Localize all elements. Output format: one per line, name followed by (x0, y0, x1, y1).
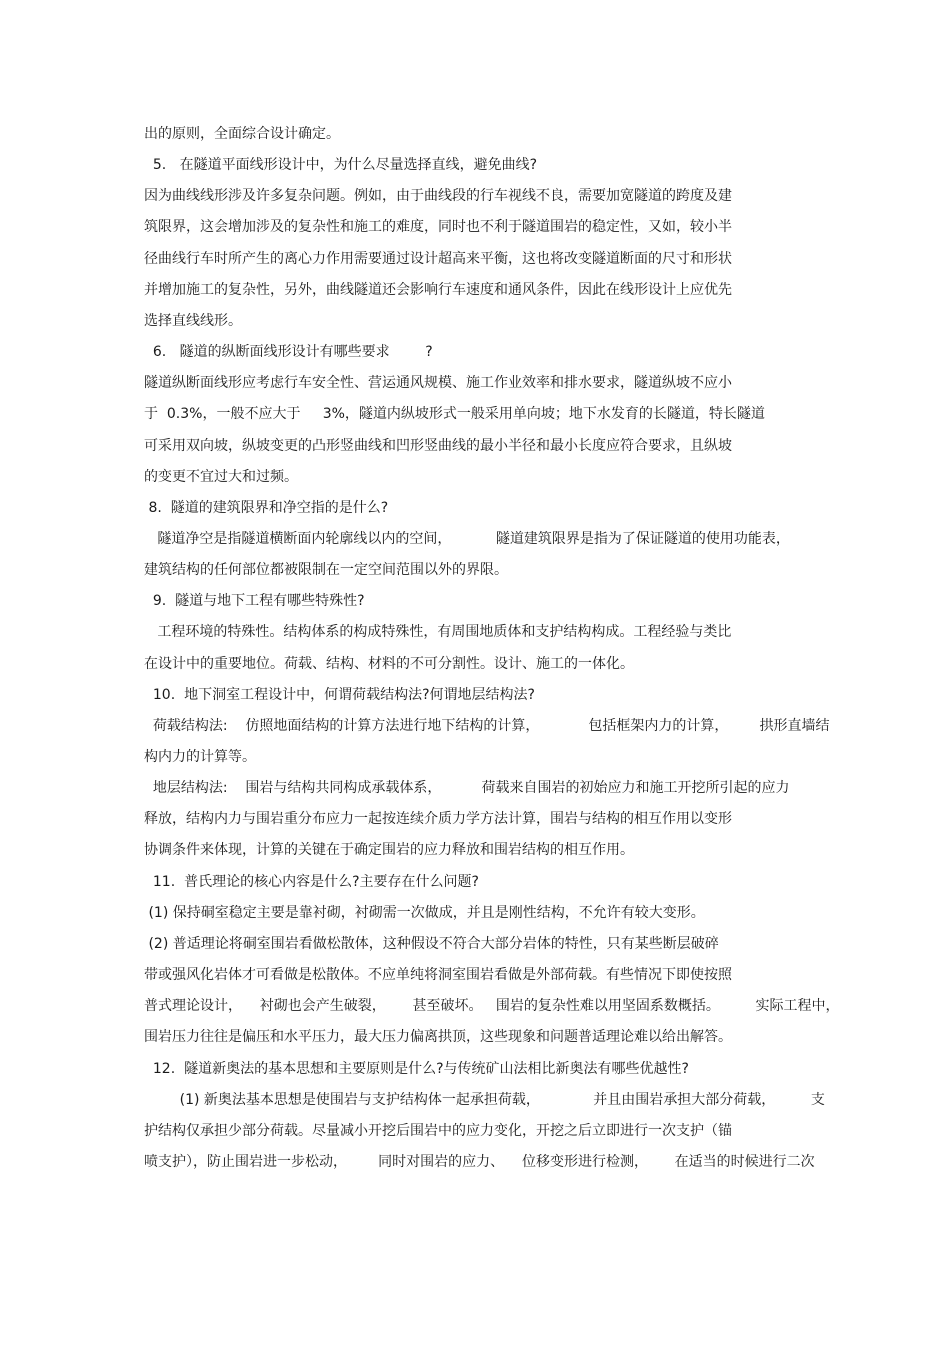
text-line: 协调条件来体现，计算的关键在于确定围岩的应力释放和围岩结构的相互作用。 (144, 842, 634, 859)
text-line: 因为曲线线形涉及许多复杂问题。例如，由于曲线段的行车视线不良，需要加宽隧道的跨度及建 (144, 188, 732, 205)
text-line: 护结构仅承担少部分荷载。尽量减小开挖后围岩中的应力变化，开挖之后立即进行一次支护（锚 (144, 1122, 732, 1139)
text-line: (2) 普适理论将硐室围岩看做松散体，这种假设不符合大部分岩体的特性，只有某些断层破碎 (144, 935, 719, 952)
text-line: 隧道净空是指隧道横断面内轮廓线以内的空间， 隧道建筑限界是指为了保证隧道的使用功能表， (144, 531, 790, 547)
text-line: 构内力的计算等。 (144, 749, 256, 765)
text-line: 建筑结构的任何部位都被限制在一定空间范围以外的界限。 (144, 562, 508, 579)
text-line: 普式理论设计， 衬砌也会产生破裂， 甚至破坏。 围岩的复杂性难以用坚固系数概括。 实际工程中， (144, 998, 840, 1015)
text-line: 出的原则，全面综合设计确定。 (144, 126, 340, 142)
text-line: 的变更不宜过大和过频。 (144, 468, 298, 485)
text-line: (1) 新奥法基本思想是使围岩与支护结构体一起承担荷载， 并且由围岩承担大部分荷载， 支 (144, 1091, 825, 1108)
text-line: 地层结构法: 围岩与结构共同构成承载体系， 荷载来自围岩的初始应力和施工开挖所引起的应力 (144, 780, 790, 797)
text-line: 工程环境的特殊性。结构体系的构成特殊性，有周围地质体和支护结构构成。工程经验与类比 (144, 624, 732, 641)
text-line: 在设计中的重要地位。荷载、结构、材料的不可分割性。设计、施工的一体化。 (144, 655, 634, 672)
text-line: (1) 保持硐室稳定主要是靠衬砌，衬砌需一次做成，并且是刚性结构，不允许有较大变形。 (144, 904, 705, 921)
text-line: 隧道纵断面线形应考虑行车安全性、营运通风规模、施工作业效率和排水要求，隧道纵坡不应小 (144, 375, 732, 392)
text-line: 径曲线行车时所产生的离心力作用需要通过设计超高来平衡，这也将改变隧道断面的尺寸和形状 (144, 250, 732, 267)
text-line: 可采用双向坡，纵坡变更的凸形竖曲线和凹形竖曲线的最小半径和最小长度应符合要求，且纵坡 (144, 437, 732, 454)
text-line: 释放，结构内力与围岩重分布应力一起按连续介质力学方法计算，围岩与结构的相互作用以变形 (144, 811, 732, 828)
text-line: 带或强风化岩体才可看做是松散体。不应单纯将洞室围岩看做是外部荷载。有些情况下即使按照 (144, 967, 732, 983)
text-line: 8. 隧道的建筑限界和净空指的是什么? (144, 499, 389, 516)
text-line: 荷载结构法: 仿照地面结构的计算方法进行地下结构的计算， 包括框架内力的计算， 拱形直墙结 (144, 717, 830, 734)
text-line: 筑限界，这会增加涉及的复杂性和施工的难度，同时也不利于隧道围岩的稳定性，又如，较小半 (144, 219, 732, 236)
text-line: 6. 隧道的纵断面线形设计有哪些要求 ? (144, 344, 433, 360)
text-line: 并增加施工的复杂性，另外，曲线隧道还会影响行车速度和通风条件，因此在线形设计上应优先 (144, 281, 732, 298)
text-line: 10. 地下洞室工程设计中，何谓荷载结构法?何谓地层结构法? (144, 686, 535, 703)
text-line: 围岩压力往往是偏压和水平压力，最大压力偏离拱顶，这些现象和问题普适理论难以给出解答。 (144, 1029, 732, 1046)
text-line: 12. 隧道新奥法的基本思想和主要原则是什么?与传统矿山法相比新奥法有哪些优越性? (144, 1060, 689, 1077)
text-line: 选择直线线形。 (144, 312, 242, 329)
text-line: 5. 在隧道平面线形设计中，为什么尽量选择直线，避免曲线? (144, 157, 538, 174)
text-line: 11. 普氏理论的核心内容是什么?主要存在什么问题? (144, 873, 479, 890)
text-line: 9. 隧道与地下工程有哪些特殊性? (144, 593, 365, 610)
text-line: 于 0.3%，一般不应大于 3%，隧道内纵坡形式一般采用单向坡；地下水发育的长隧道，特长隧道 (144, 406, 765, 423)
text-line: 喷支护），防止围岩进一步松动， 同时对围岩的应力、 位移变形进行检测， 在适当的时候进行二次 (144, 1154, 815, 1170)
